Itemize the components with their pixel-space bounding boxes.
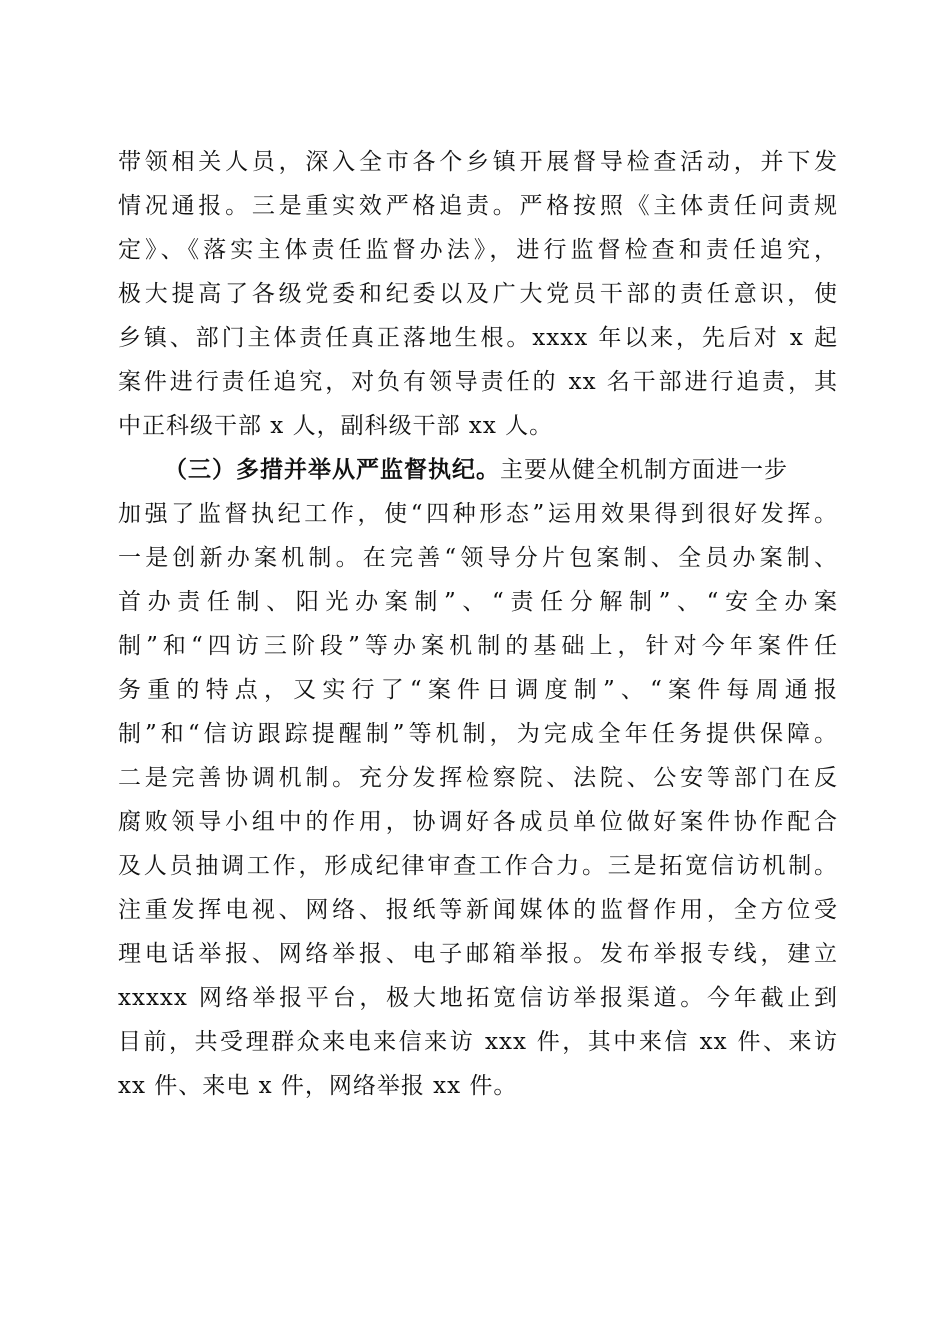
text-line-14: 制”和“信访跟踪提醒制”等机制，为完成全年任务提供保障。 bbox=[118, 721, 838, 747]
body-text bbox=[118, 142, 838, 1122]
text-line-22: xx 件、来电 x 件，网络举报 xx 件。 bbox=[118, 1073, 518, 1099]
text-line-18: 注重发挥电视、网络、报纸等新闻媒体的监督作用，全方位受 bbox=[118, 897, 838, 923]
section-heading: （三）多措并举从严监督执纪。 bbox=[164, 456, 500, 483]
section-heading-continuation: 主要从健全机制方面进一步 bbox=[500, 457, 788, 483]
text-line-2: 情况通报。三是重实效严格追责。严格按照《主体责任问责规 bbox=[118, 193, 838, 219]
text-line-12: 制”和“四访三阶段”等办案机制的基础上，针对今年案件任 bbox=[118, 633, 838, 659]
text-line-17: 及人员抽调工作，形成纪律审查工作合力。三是拓宽信访机制。 bbox=[118, 853, 838, 879]
text-line-20: xxxxx 网络举报平台，极大地拓宽信访举报渠道。今年截止到 bbox=[118, 985, 838, 1011]
text-line-21: 目前，共受理群众来电来信来访 xxx 件，其中来信 xx 件、来访 bbox=[118, 1029, 838, 1055]
text-line-11: 首办责任制、阳光办案制”、“责任分解制”、“安全办案 bbox=[118, 589, 838, 615]
text-line-7: 中正科级干部 x 人，副科级干部 xx 人。 bbox=[118, 413, 554, 439]
text-line-13: 务重的特点，又实行了“案件日调度制”、“案件每周通报 bbox=[118, 677, 838, 703]
text-line-9: 加强了监督执纪工作，使“四种形态”运用效果得到很好发挥。 bbox=[118, 501, 838, 527]
text-line-10: 一是创新办案机制。在完善“领导分片包案制、全员办案制、 bbox=[118, 545, 838, 571]
text-line-4: 极大提高了各级党委和纪委以及广大党员干部的责任意识，使 bbox=[118, 281, 838, 307]
text-line-16: 腐败领导小组中的作用，协调好各成员单位做好案件协作配合 bbox=[118, 809, 838, 835]
text-line-1: 带领相关人员，深入全市各个乡镇开展督导检查活动，并下发 bbox=[118, 149, 838, 175]
text-line-5: 乡镇、部门主体责任真正落地生根。xxxx 年以来，先后对 x 起 bbox=[118, 325, 838, 351]
text-line-15: 二是完善协调机制。充分发挥检察院、法院、公安等部门在反 bbox=[118, 765, 838, 791]
text-line-19: 理电话举报、网络举报、电子邮箱举报。发布举报专线，建立 bbox=[118, 941, 838, 967]
section-heading-line bbox=[164, 450, 788, 490]
text-line-6: 案件进行责任追究，对负有领导责任的 xx 名干部进行追责，其 bbox=[118, 369, 838, 395]
text-line-3: 定》、《落实主体责任监督办法》，进行监督检查和责任追究， bbox=[118, 237, 838, 263]
